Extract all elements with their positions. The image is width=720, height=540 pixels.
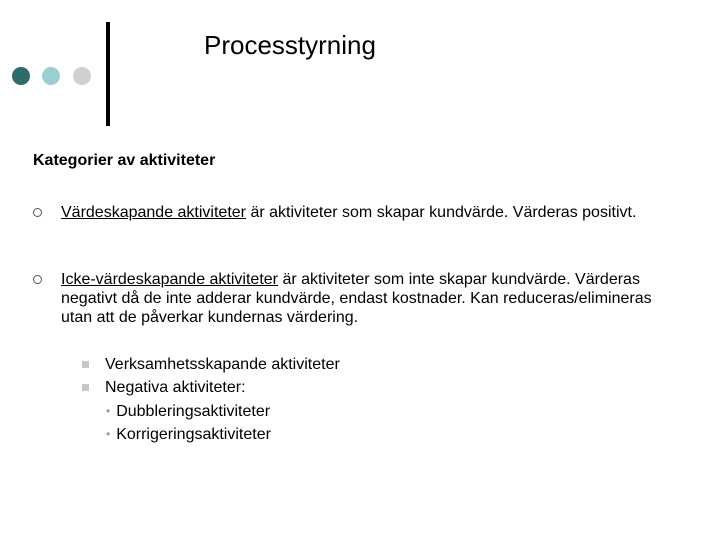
bullet-text <box>61 203 653 222</box>
dot-bullet-icon: • <box>106 427 111 441</box>
bullet-text <box>61 270 653 327</box>
decorative-dot-gray <box>73 67 91 85</box>
slide-subtitle: Kategorier av aktiviteter <box>33 152 216 169</box>
slide-title: Processtyrning <box>204 30 376 60</box>
square-bullet-icon <box>82 384 89 391</box>
decorative-dot-dark <box>12 67 30 85</box>
sub-bullet-text: Negativa aktiviteter: <box>105 379 246 396</box>
vertical-divider <box>106 22 110 126</box>
sub-sub-bullet-item <box>106 423 271 447</box>
dot-bullet-icon: • <box>106 404 111 418</box>
bullet-item <box>33 203 653 222</box>
sub-bullet-text: Verksamhetsskapande aktiviteter <box>105 356 340 373</box>
sub-sub-bullet-text: Dubbleringsaktiviteter <box>116 403 271 420</box>
sub-bullet-item <box>82 353 340 376</box>
square-bullet-icon <box>82 361 89 368</box>
ring-bullet-icon <box>33 275 42 284</box>
decorative-dot-light <box>42 67 60 85</box>
sub-sub-bullet-text: Korrigeringsaktiviteter <box>116 426 271 443</box>
bullet-term: Värdeskapande aktiviteter <box>61 204 246 221</box>
sub-sub-bullet-item <box>106 400 270 424</box>
bullet-item <box>33 270 653 327</box>
bullet-term: Icke-värdeskapande aktiviteter <box>61 271 278 288</box>
bullet-description: är aktiviteter som inte skapar kundvärde. Värderas negativt då de inte adderar kundvärde, endast kostnader. Kan reduceras/elimineras utan att de påverkar kundernas värdering. <box>61 271 652 326</box>
sub-bullet-item <box>82 376 246 399</box>
bullet-description: är aktiviteter som skapar kundvärde. Värderas positivt. <box>246 204 637 221</box>
ring-bullet-icon <box>33 208 42 217</box>
